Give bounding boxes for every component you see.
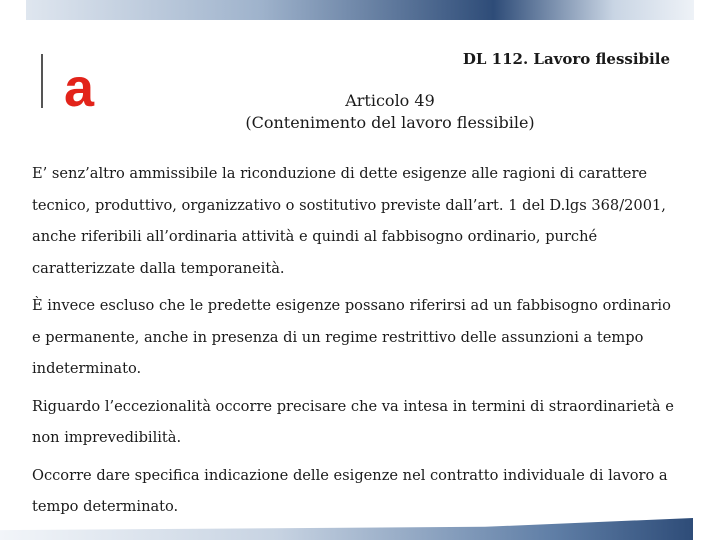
logo-letter: a	[63, 58, 95, 110]
slide-header-title: DL 112. Lavoro flessibile	[462, 50, 670, 68]
article-heading	[150, 90, 630, 134]
paragraph-1: E’ senz’altro ammissibile la riconduzione di dette esigenze alle ragioni di carattere tecnico, produttivo, organizzativo o sostitutivo previste dall’art. 1 del D.lgs 368/2001, anche riferibili all’ordinaria attività e quindi al fabbisogno ordinario, purché caratterizzate dalla temporaneità.	[32, 165, 666, 277]
article-subtitle: (Contenimento del lavoro flessibile)	[245, 113, 535, 132]
article-number: Articolo 49	[345, 91, 435, 110]
top-decorative-band	[26, 0, 694, 20]
body-text	[32, 158, 682, 529]
logo-a-icon	[40, 52, 112, 110]
paragraph-4: Occorre dare specifica indicazione delle esigenze nel contratto individuale di lavoro a tempo determinato.	[32, 466, 668, 515]
paragraph-3: Riguardo l’eccezionalità occorre precisare che va intesa in termini di straordinarietà e non imprevedibilità.	[32, 397, 674, 446]
paragraph-2: È invece escluso che le predette esigenze possano riferirsi ad un fabbisogno ordinario e permanente, anche in presenza di un regime restrittivo delle assunzioni a tempo indeterminato.	[32, 297, 671, 377]
